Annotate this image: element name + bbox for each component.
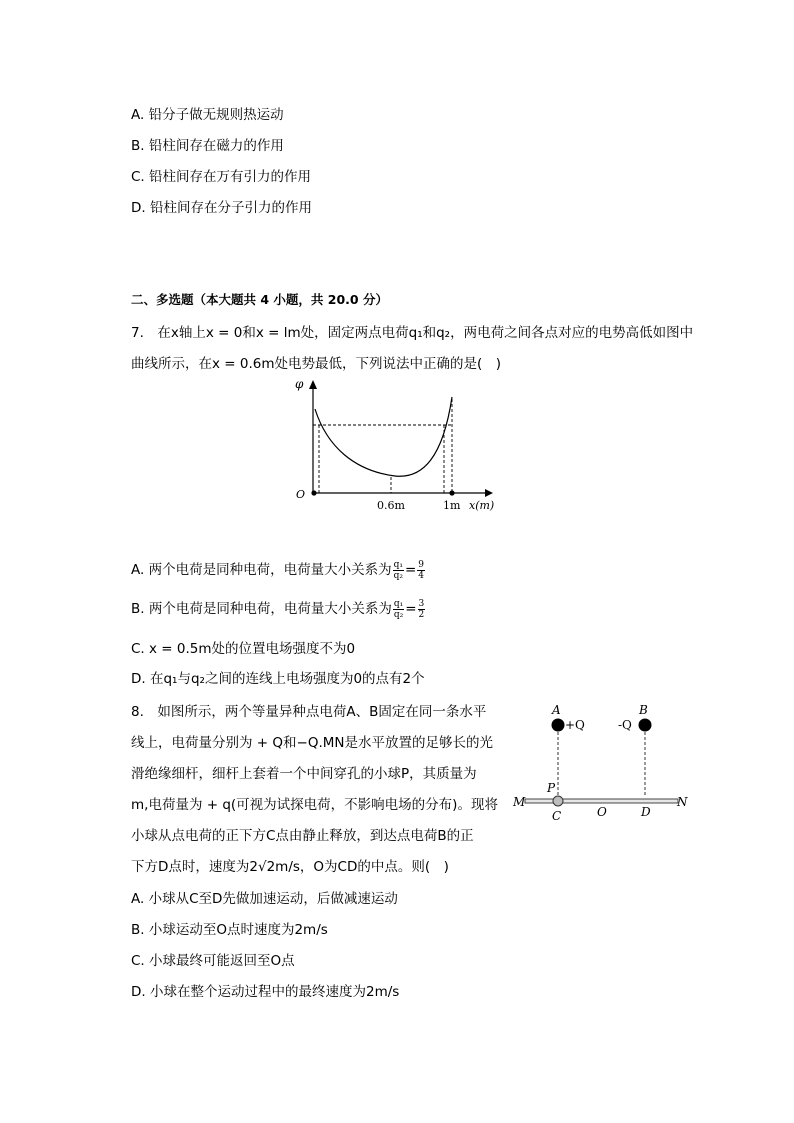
q7-option-a: A. 两个电荷是同种电荷，电荷量大小关系为 $\frac{\text{q₁}}{\text{q₂}}$ = $\frac{9}{4}$ <box>131 559 425 581</box>
q7-stem-line2: 曲线所示，在x = 0.6m处电势最低，下列说法中正确的是( ) <box>131 356 502 372</box>
x-axis-arrow <box>485 489 493 497</box>
tick-label-0.6m: 0.6m <box>377 499 405 512</box>
charge-a-dot <box>552 719 565 732</box>
label-b: B <box>639 703 648 717</box>
q8-stem-line6: 下方D点时，速度为2√2m/s，O为CD的中点。则( ) <box>131 859 449 875</box>
q6-option-d: D. 铅柱间存在分子引力的作用 <box>131 200 312 216</box>
charge-a-label: +Q <box>565 718 585 732</box>
q7-option-d: D. 在q₁与q₂之间的连线上电场强度为0的点有2个 <box>131 671 425 687</box>
label-c: C <box>552 809 562 823</box>
q8-option-c: C. 小球最终可能返回至O点 <box>131 953 295 969</box>
section-title: 二、多选题（本大题共 4 小题，共 20.0 分） <box>131 292 388 307</box>
q8-stem-line5: 小球从点电荷的正下方C点由静止释放，到达点电荷B的正 <box>131 828 474 844</box>
label-d: D <box>641 805 651 819</box>
label-a: A <box>552 703 561 717</box>
charge-b-dot <box>639 719 652 732</box>
rod-mn <box>525 799 678 803</box>
q8-option-a: A. 小球从C至D先做加速运动，后做减速运动 <box>131 891 398 907</box>
label-m: M <box>513 795 526 809</box>
q6-option-a: A. 铅分子做无规则热运动 <box>131 107 284 123</box>
q8-stem-line4: m,电荷量为 + q(可视为试探电荷，不影响电场的分布)。现将 <box>131 797 498 813</box>
label-p: P <box>547 781 556 795</box>
origin-label: O <box>296 488 306 501</box>
q8-stem-line3: 滑绝缘细杆，细杆上套着一个中间穿孔的小球P，其质量为 <box>131 766 477 782</box>
charge-q1-dot <box>311 490 316 495</box>
q6-option-b: B. 铅柱间存在磁力的作用 <box>131 138 284 154</box>
q8-stem-line1: 8. 如图所示，两个等量异种点电荷A、B固定在同一条水平 <box>131 704 487 720</box>
y-axis-label: φ <box>295 377 304 391</box>
q7-potential-graph <box>285 375 510 515</box>
tick-label-1m: 1m <box>443 499 461 512</box>
q7-option-c: C. x = 0.5m处的位置电场强度不为0 <box>131 641 356 657</box>
y-axis-arrow <box>309 380 317 389</box>
q8-charges-figure <box>505 695 700 825</box>
x-axis-label: x(m) <box>469 499 495 512</box>
ball-p <box>553 796 563 806</box>
q8-option-d: D. 小球在整个运动过程中的最终速度为2m/s <box>131 984 400 1000</box>
q8-stem-line2: 线上，电荷量分别为 + Q和−Q.MN是水平放置的足够长的光 <box>131 735 493 751</box>
q7-stem-line1: 7. 在x轴上x = 0和x = lm处，固定两点电荷q₁和q₂，两电荷之间各点对应的电势高低如图中 <box>131 325 694 341</box>
q6-option-c: C. 铅柱间存在万有引力的作用 <box>131 169 312 185</box>
potential-curve <box>315 397 452 476</box>
q7-option-b: B. 两个电荷是同种电荷，电荷量大小关系为 $\frac{\text{q₁}}{\text{q₂}}$ = $\frac{3}{2}$ <box>131 598 425 620</box>
charge-b-label: -Q <box>618 718 632 732</box>
label-n: N <box>677 795 688 809</box>
label-o: O <box>597 805 607 819</box>
charge-q2-dot <box>449 490 454 495</box>
q8-option-b: B. 小球运动至O点时速度为2m/s <box>131 922 328 938</box>
